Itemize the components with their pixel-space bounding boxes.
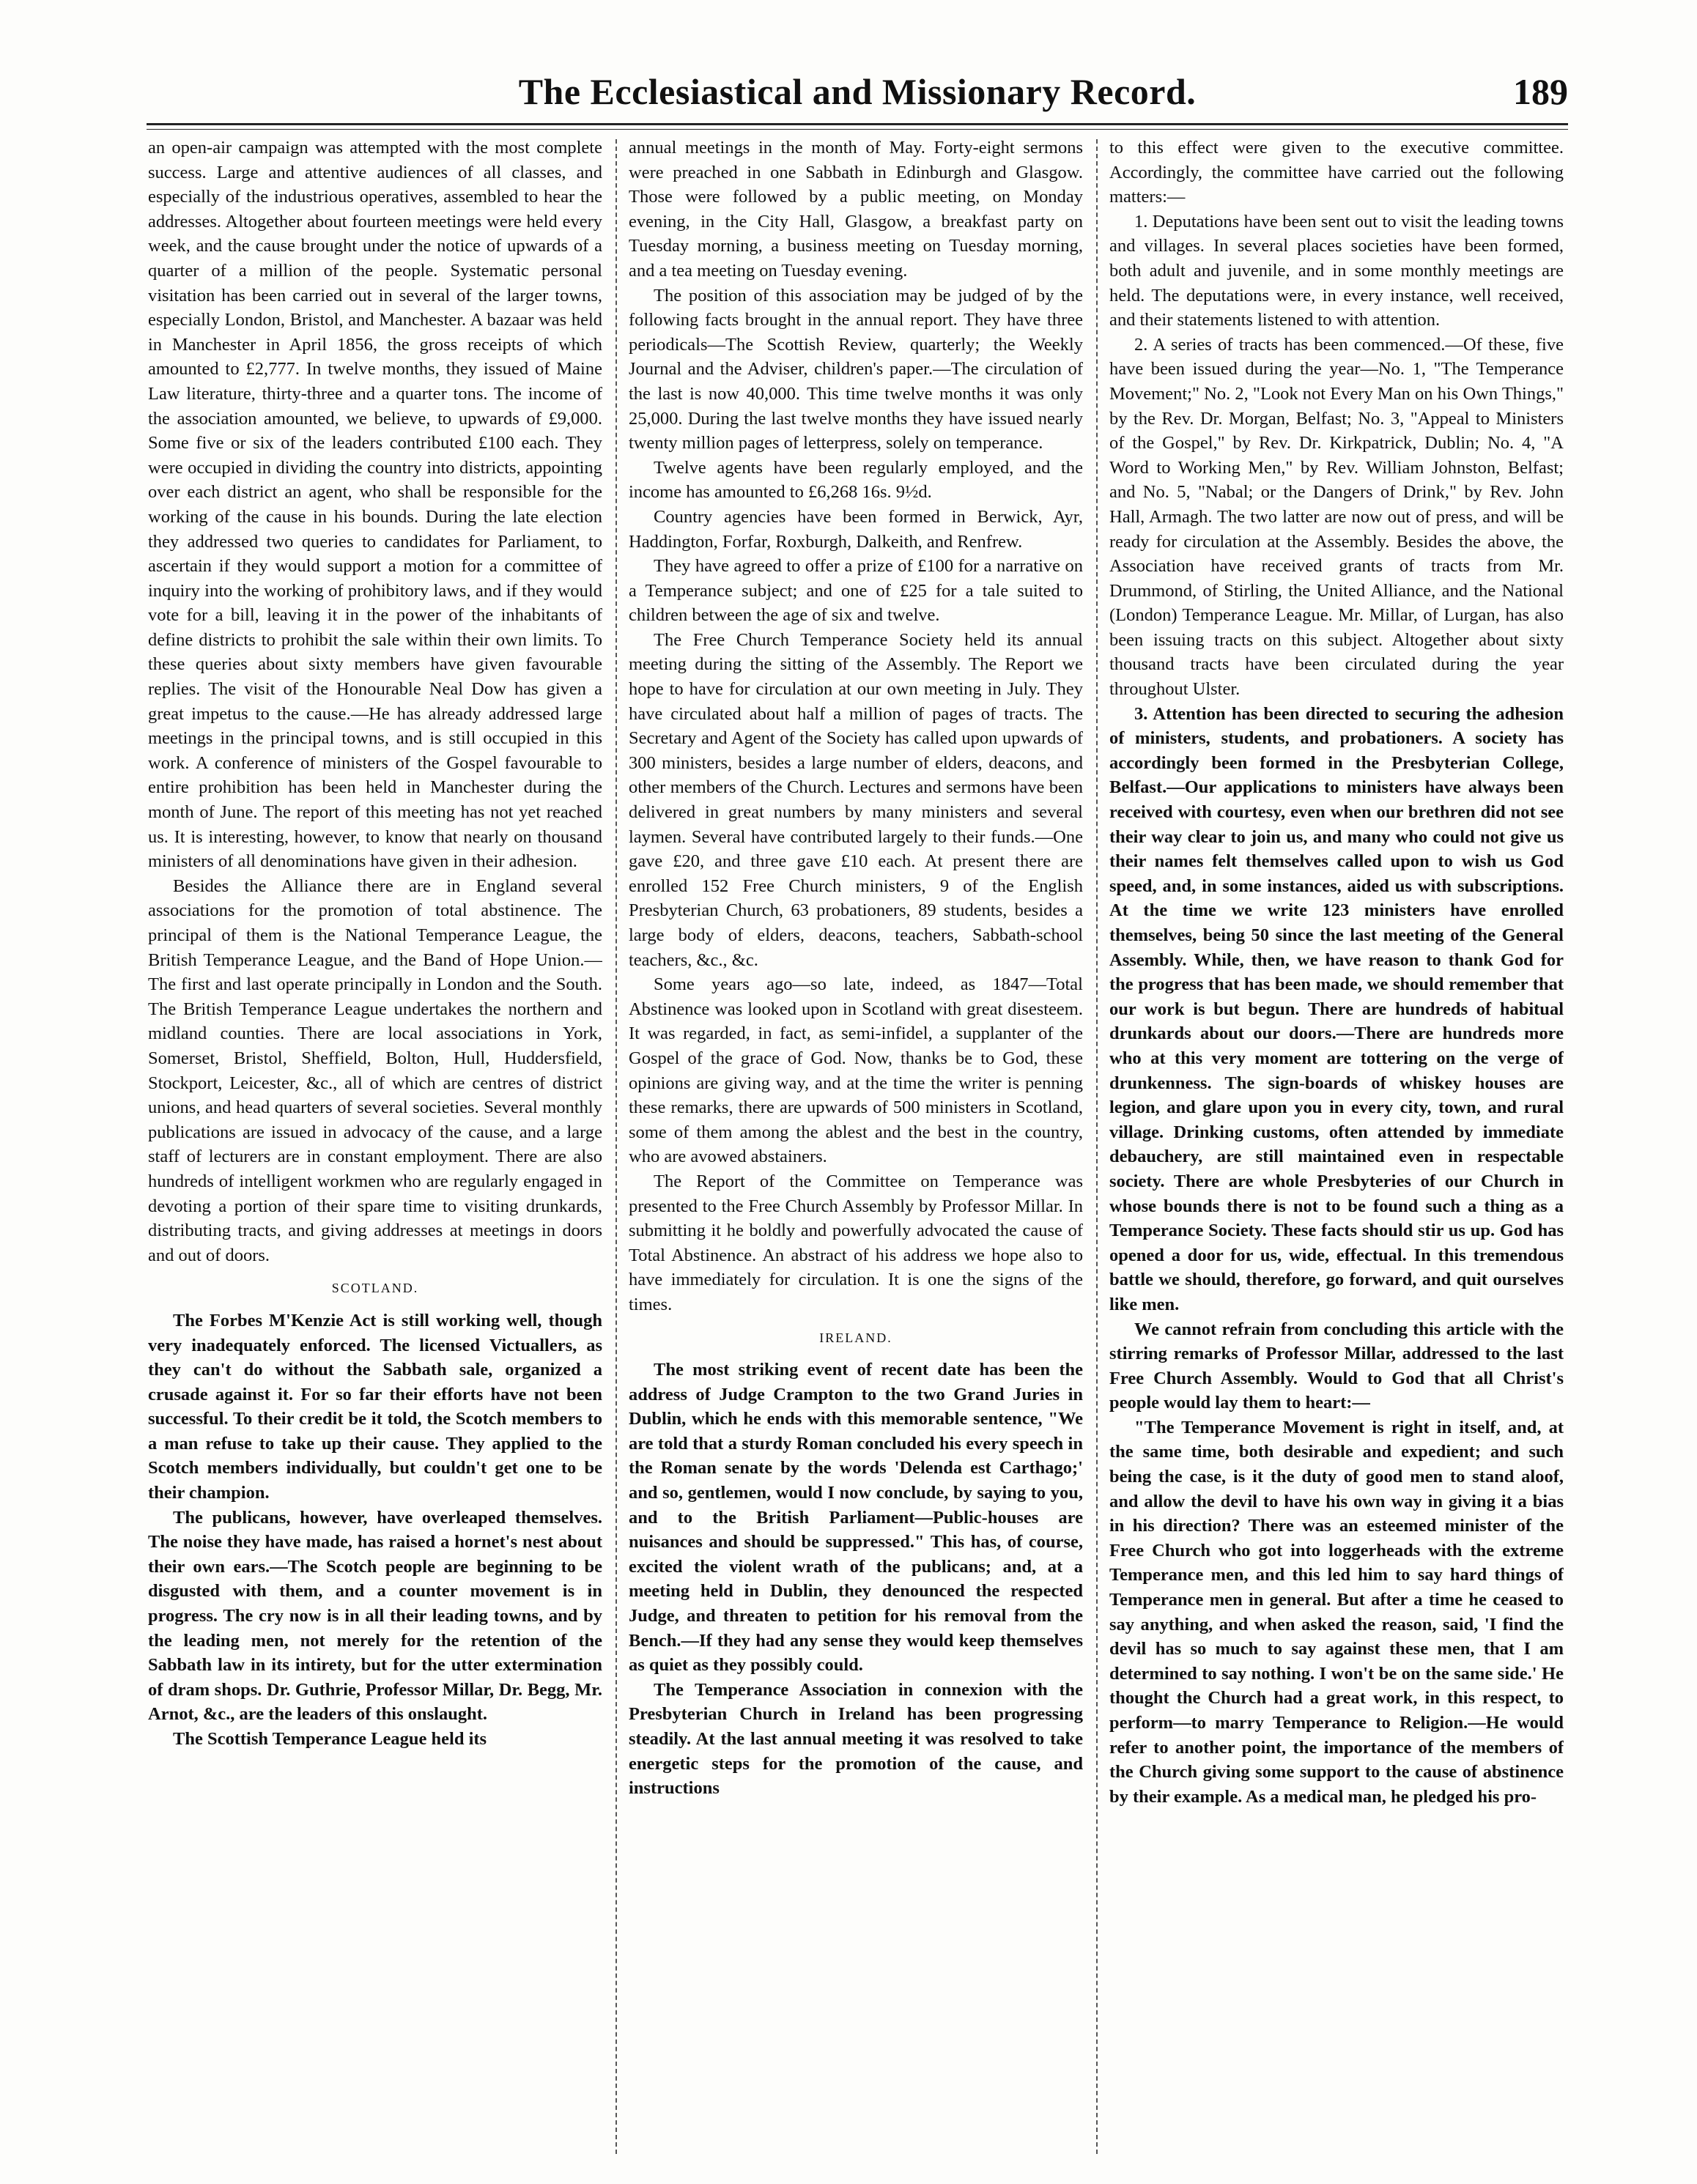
paragraph: 3. Attention has been directed to securing the adhesion of ministers, students, and probationers. A society has accordingly been formed in the Presbyterian College, Belfast.—Our applications to ministers have always been received with courtesy, even when our brethren did not see their way clear to join us, and many who could not give us their names felt themselves called upon to wish us God speed, and, in some instances, aided us with subscriptions. At the time we write 123 ministers have enrolled themselves, being 50 since the last meeting of the General Assembly. While, then, we have reason to thank God for the progress that has been made, we should remember that our work is but begun. There are hundreds of habitual drunkards about our doors.—There are hundreds more who at this very moment are tottering on the verge of drunkenness. The sign-boards of whiskey houses are legion, and glare upon you in every city, town, and rural village. Drinking customs, often attended by immediate debauchery, are still maintained even in respectable society. There are whole Presbyteries of our Church in whose bounds there is not to be found such a thing as a Temperance Society. These facts should stir us up. God has opened a door for us, wide, effectual. In this tremendous battle we should, therefore, go forward, and quit ourselves like men. xyxy=(1109,703,1564,1314)
page-number: 189 xyxy=(1513,71,1568,112)
paragraph: an open-air campaign was attempted with the most complete success. Large and attentive audiences of all classes, and especially of the industrious operatives, assembled to hear the addresses. Altogether about fourteen meetings were held every week, and the cause brought under the notice of upwards of a quarter of a million of the people. Systematic personal visitation has been carried out in several of the larger towns, especially London, Bristol, and Manchester. A bazaar was held in Manchester in April 1856, the gross receipts of which amounted to £2,777. In twelve months, they issued of Maine Law literature, thirty-three and a quarter tons. The income of the association amounted, we believe, to upwards of £9,000. Some five or six of the leaders contributed £100 each. They were occupied in dividing the country into districts, appointing over each district an agent, who shall be responsible for the working of the cause in his bounds. During the late election they addressed two queries to candidates for Parliament, to ascertain if they would support a motion for a committee of inquiry into the working of prohibitory laws, and if they would vote for a bill, leaving it in the power of the inhabitants of define districts to prohibit the sale within their own limits. To these queries about sixty members have given favourable replies. The visit of the Honourable Neal Dow has given a great impetus to the cause.—He has already addressed large meetings in the principal towns, and is still occupied in this work. A conference of ministers of the Gospel favourable to entire prohibition has been held in Manchester during the month of June. The report of this meeting has not yet reached us. It is interesting, however, to know that nearly on thousand ministers of all denominations have given in their adhesion. xyxy=(148,138,602,872)
column-left xyxy=(148,136,602,2158)
paragraph: Twelve agents have been regularly employed, and the income has amounted to £6,268 16s. 9½d. xyxy=(629,457,1083,503)
paragraph: The most striking event of recent date has been the address of Judge Crampton to the two Grand Juries in Dublin, which he ends with this memorable sentence, "We are told that a sturdy Roman concluded his every speech in the Roman senate by the words 'Delenda est Carthago;' and so, gentlemen, would I now conclude, by saying to you, and to the British Parliament—Public-houses are nuisances and should be suppressed." This has, of course, excited the violent wrath of the publicans; and, at a meeting held in Dublin, they denounced the respected Judge, and threaten to petition for his removal from the Bench.—If they had any sense they would keep themselves as quiet as they possibly could. xyxy=(629,1360,1083,1676)
paragraph: to this effect were given to the executive committee. Accordingly, the committee have carried out the following matters:— xyxy=(1109,138,1564,207)
section-heading-ireland: IRELAND. xyxy=(819,1330,892,1345)
paragraph: They have agreed to offer a prize of £100 for a narrative on a Temperance subject; and one of £25 for a tale suited to children between the age of six and twelve. xyxy=(629,556,1083,626)
column-right xyxy=(1109,136,1564,2158)
paragraph: 2. A series of tracts has been commenced.—Of these, five have been issued during the year—No. 1, "The Temperance Movement;" No. 2, "Look not Every Man on his Own Things," by the Rev. Dr. Morgan, Belfast; No. 3, "Appeal to Ministers of the Gospel," by Rev. Dr. Kirkpatrick, Dublin; No. 4, "A Word to Working Men," by Rev. William Johnston, Belfast; and No. 5, "Nabal; or the Dangers of Drink," by Rev. John Hall, Armagh. The two latter are now out of press, and will be ready for circulation at the Assembly. Besides the above, the Association have received grants of tracts from Mr. Drummond, of Stirling, the United Alliance, and the National (London) Temperance League. Mr. Millar, of Lurgan, has also been issuing tracts on this subject. Altogether about sixty thousand tracts have been circulated during the year throughout Ulster. xyxy=(1109,334,1564,700)
paragraph: annual meetings in the month of May. Forty-eight sermons were preached in one Sabbath in Edinburgh and Glasgow. Those were followed by a public meeting, on Monday evening, in the City Hall, Glasgow, a breakfast party on Tuesday morning, a business meeting on Tuesday morning, and a tea meeting on Tuesday evening. xyxy=(629,138,1083,281)
column-middle xyxy=(629,136,1083,2158)
paragraph: The Free Church Temperance Society held its annual meeting during the sitting of the Assembly. The Report we hope to have for circulation at our own meeting in July. They have circulated about half a million of pages of tracts. The Secretary and Agent of the Society has called upon upwards of 300 ministers, besides a large number of elders, deacons, and other members of the Church. Lectures and sermons have been delivered in great numbers by many ministers and several laymen. Several have contributed largely to their funds.—One gave £20, and three gave £10 each. At present there are enrolled 152 Free Church ministers, 9 of the English Presbyterian Church, 63 probationers, 89 students, besides a large body of elders, deacons, teachers, Sabbath-school teachers, &c., &c. xyxy=(629,629,1083,970)
page-header xyxy=(147,70,1568,121)
paragraph: Country agencies have been formed in Berwick, Ayr, Haddington, Forfar, Roxburgh, Dalkeith, and Renfrew. xyxy=(629,506,1083,552)
paragraph: The Temperance Association in connexion with the Presbyterian Church in Ireland has been progressing steadily. At the last annual meeting it was resolved to take energetic steps for the promotion of the cause, and instructions xyxy=(629,1679,1083,1799)
paragraph: Some years ago—so late, indeed, as 1847—Total Abstinence was looked upon in Scotland with great disesteem. It was regarded, in fact, as semi-infidel, a supplanter of the Gospel of the grace of God. Now, thanks be to God, these opinions are giving way, and at the time the writer is penning these remarks, there are upwards of 500 ministers in Scotland, some of them among the ablest and the best in the country, who are avowed abstainers. xyxy=(629,974,1083,1167)
paragraph: 1. Deputations have been sent out to visit the leading towns and villages. In several places societies have been formed, both adult and juvenile, and in some monthly meetings are held. The deputations were, in every instance, well received, and their statements listened to with attention. xyxy=(1109,211,1564,330)
header-rule-thin xyxy=(147,129,1568,130)
paragraph: Besides the Alliance there are in England several associations for the promotion of total abstinence. The principal of them is the National Temperance League, the British Temperance League, and the Band of Hope Union.—The first and last operate principally in London and the South. The British Temperance League undertakes the northern and midland counties. There are local associations in York, Somerset, Bristol, Sheffield, Bolton, Hull, Huddersfield, Stockport, Leicester, &c., all of which are centres of district unions, and head quarters of several societies. Several monthly publications are issued in advocacy of the cause, and a large staff of lecturers are in constant employment. There are also hundreds of intelligent workmen who are regularly engaged in devoting a portion of their spare time to visiting drunkards, distributing tracts, and giving addresses at meetings in doors and out of doors. xyxy=(148,876,602,1265)
header-rule xyxy=(147,123,1568,125)
column-divider-1 xyxy=(615,139,617,2154)
paragraph: The Report of the Committee on Temperance was presented to the Free Church Assembly by Professor Millar. In submitting it he boldly and powerfully advocated the cause of Total Abstinence. An abstract of his address we hope also to have immediately for circulation. It is one the signs of the times. xyxy=(629,1171,1083,1314)
paragraph: The Forbes M'Kenzie Act is still working well, though very inadequately enforced. The licensed Victuallers, as they can't do without the Sabbath sale, organized a crusade against it. For so far their efforts have not been successful. To their credit be it told, the Scotch members to a man refuse to take up their cause. They applied to the Scotch members individually, but couldn't get one to be their champion. xyxy=(148,1310,602,1503)
paragraph: The publicans, however, have overleaped themselves. The noise they have made, has raised a hornet's nest about their own ears.—The Scotch people are beginning to be disgusted with them, and a counter movement is in progress. The cry now is in all their leading towns, and by the leading men, not merely for the retention of the Sabbath law in its intirety, but for the utter extermination of dram shops. Dr. Guthrie, Professor Millar, Dr. Begg, Mr. Arnot, &c., are the leaders of this onslaught. xyxy=(148,1507,602,1725)
section-heading-scotland: SCOTLAND. xyxy=(331,1281,419,1296)
running-title: The Ecclesiastical and Missionary Record. xyxy=(518,71,1197,112)
paragraph: The position of this association may be judged of by the following facts brought in the annual report. They have three periodicals—The Scottish Review, quarterly; the Weekly Journal and the Adviser, children's paper.—The circulation of the last is now 40,000. This time twelve months it was only 25,000. During the last twelve months they have issued nearly twenty million pages of letterpress, solely on temperance. xyxy=(629,285,1083,454)
column-divider-2 xyxy=(1096,139,1098,2154)
paragraph: We cannot refrain from concluding this article with the stirring remarks of Professor Millar, addressed to the last Free Church Assembly. Would to God that all Christ's people would lay them to heart:— xyxy=(1109,1319,1564,1413)
paragraph: The Scottish Temperance League held its xyxy=(173,1729,487,1749)
paragraph: "The Temperance Movement is right in itself, and, at the same time, both desirable and expedient; and such being the case, is it the duty of good men to stand aloof, and allow the devil to have his own way in giving it a bias in his direction? There was an esteemed minister of the Free Church who got into loggerheads with the extreme Temperance men, and this led him to say hard things of Temperance men in general. But after a time he ceased to say anything, and when asked the reason, said, 'I find the devil has so much to say against these men, that I am determined to say nothing. I won't be on the same side.' He thought the Church had a great work, in this respect, to perform—to marry Temperance to Religion.—He would refer to another point, the importance of the members of the Church giving some support to the cause of abstinence by their example. As a medical man, he pledged his pro- xyxy=(1109,1417,1564,1807)
